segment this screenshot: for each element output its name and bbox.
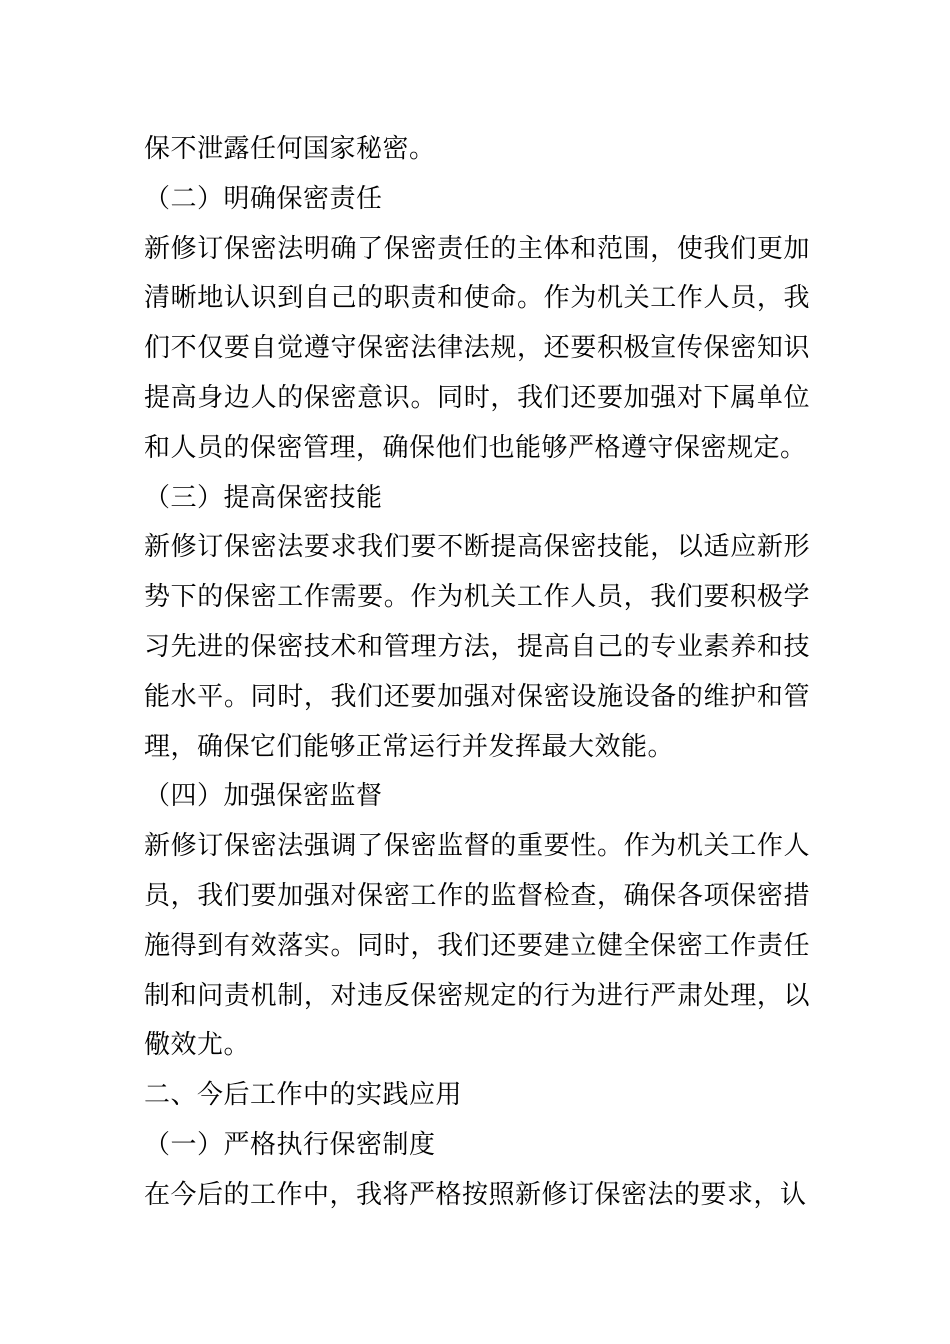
paragraph-continuation: 保不泄露任何国家秘密。 xyxy=(144,134,436,164)
section-heading-practice: 二、今后工作中的实践应用 xyxy=(144,1080,463,1111)
subheading-clarify-responsibility: （二）明确保密责任 xyxy=(144,183,383,214)
paragraph-responsibility: 新修订保密法明确了保密责任的主体和范围，使我们更加清晰地认识到自己的职责和使命。作为机关工作人员，我们不仅要自觉遵守保密法律法规，还要积极宣传保密知识提高身边人的保密意识。同时，我们还要加强对下属单位和人员的保密管理，确保他们也能够严格遵守保密规定。 xyxy=(144,233,810,463)
subheading-improve-skills: （三）提高保密技能 xyxy=(144,482,383,513)
subheading-strict-enforcement: （一）严格执行保密制度 xyxy=(144,1129,436,1160)
paragraph-supervision: 新修订保密法强调了保密监督的重要性。作为机关工作人员，我们要加强对保密工作的监督检查，确保各项保密措施得到有效落实。同时，我们还要建立健全保密工作责任制和问责机制，对违反保密规定的行为进行严肃处理，以儆效尤。 xyxy=(144,831,810,1061)
subheading-strengthen-supervision: （四）加强保密监督 xyxy=(144,781,383,812)
paragraph-skills: 新修订保密法要求我们要不断提高保密技能，以适应新形势下的保密工作需要。作为机关工作人员，我们要积极学习先进的保密技术和管理方法，提高自己的专业素养和技能水平。同时，我们还要加强对保密设施设备的维护和管理，确保它们能够正常运行并发挥最大效能。 xyxy=(144,532,810,762)
document-body xyxy=(144,125,810,1221)
paragraph-enforcement: 在今后的工作中，我将严格按照新修订保密法的要求，认 xyxy=(144,1179,807,1210)
